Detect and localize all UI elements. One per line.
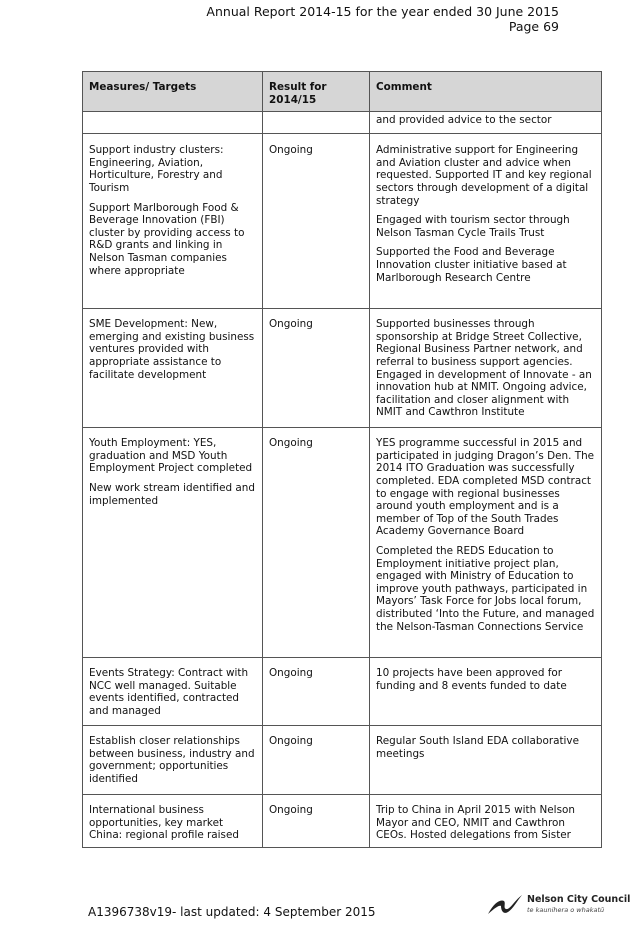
council-logo (486, 893, 631, 917)
measure-paragraph: Support industry clusters: Engineering, Aviation, Horticulture, Forestry and Tourism (89, 144, 224, 194)
measure-cell (83, 726, 263, 795)
result-cell: Ongoing (263, 309, 370, 428)
measure-paragraph: Support Marlborough Food & Beverage Innovation (FBI) cluster by providing access to R&D grants and linking in Nelson Tasman companies where appropriate (89, 201, 245, 277)
column-header-measures: Measures/ Targets (83, 72, 263, 112)
nelson-swoosh-icon (486, 893, 526, 917)
result-cell: Ongoing (263, 726, 370, 795)
comment-paragraph: Administrative support for Engineering and Aviation cluster and advice when requested. Supported IT and key regional sectors through development of a digital strategy (376, 144, 592, 207)
result-cell: Ongoing (263, 795, 370, 848)
measure-paragraph: Youth Employment: YES, graduation and MSD Youth Employment Project completed (89, 437, 253, 475)
page-number: Page 69 (508, 19, 559, 34)
comment-paragraph: Regular South Island EDA collaborative meetings (376, 735, 579, 760)
comment-cell (370, 658, 602, 726)
report-title: Annual Report 2014-15 for the year ended 30 June 2015 (206, 4, 559, 19)
measure-cell (83, 658, 263, 726)
comment-cell (370, 134, 602, 309)
measure-cell (83, 134, 263, 309)
comment-paragraph: Supported the Food and Beverage Innovation cluster initiative based at Marlborough Research Centre (376, 246, 567, 284)
document-reference: A1396738v19- last updated: 4 September 2015 (88, 905, 376, 919)
table-row (83, 658, 602, 726)
result-cell (263, 112, 370, 134)
measure-paragraph: International business opportunities, key market China: regional profile raised (89, 804, 239, 842)
comment-paragraph: YES programme successful in 2015 and participated in judging Dragon’s Den. The 2014 ITO Graduation was successfully completed. EDA completed MSD contract to engage with regional businesses around youth employment and is a member of Top of the South Trades Academy Governance Board (376, 437, 595, 538)
comment-paragraph: Engaged with tourism sector through Nelson Tasman Cycle Trails Trust (376, 214, 570, 239)
comment-paragraph: Trip to China in April 2015 with Nelson Mayor and CEO, NMIT and Cawthron CEOs. Hosted delegations from Sister (376, 804, 575, 842)
table-row (83, 134, 602, 309)
table-row (83, 726, 602, 795)
measure-cell (83, 795, 263, 848)
measure-paragraph: Establish closer relationships between business, industry and government; opportunities identified (89, 735, 255, 785)
comment-cell (370, 112, 602, 134)
measure-cell (83, 309, 263, 428)
comment-paragraph: Supported businesses through sponsorship at Bridge Street Collective, Regional Business Partner network, and referral to business support agencies. Engaged in development of Innovate - an innovation hub at NMIT. Ongoing advice, facilitation and closer alignment with NMIT and Cawthron Institute (376, 318, 592, 419)
comment-paragraph: 10 projects have been approved for funding and 8 events funded to date (376, 667, 567, 692)
measure-paragraph: Events Strategy: Contract with NCC well managed. Suitable events identified, contracted and managed (89, 667, 249, 717)
comment-cell (370, 726, 602, 795)
result-cell: Ongoing (263, 658, 370, 726)
table-row (83, 112, 602, 134)
comment-cell (370, 795, 602, 848)
table-row (83, 428, 602, 658)
measures-table (82, 71, 602, 848)
comment-cell (370, 309, 602, 428)
result-cell: Ongoing (263, 428, 370, 658)
measure-paragraph: SME Development: New, emerging and existing business ventures provided with appropriate assistance to facilitate development (89, 318, 255, 381)
table-row (83, 309, 602, 428)
table-row (83, 795, 602, 848)
result-cell: Ongoing (263, 134, 370, 309)
measure-paragraph: New work stream identified and implemented (89, 481, 255, 507)
page-header (206, 4, 559, 34)
column-header-result: Result for 2014/15 (263, 72, 370, 112)
table-header-row (83, 72, 602, 112)
comment-cell (370, 428, 602, 658)
comment-paragraph: Completed the REDS Education to Employment initiative project plan, engaged with Ministry of Education to improve youth pathways, participated in Mayors’ Task Force for Jobs local forum, distributed ‘Into the Future, and managed the Nelson-Tasman Connections Service (376, 544, 595, 633)
measure-cell (83, 428, 263, 658)
comment-paragraph: and provided advice to the sector (376, 114, 552, 127)
column-header-comment: Comment (370, 72, 602, 112)
measure-cell (83, 112, 263, 134)
logo-name: Nelson City Council (527, 894, 631, 905)
logo-tagline: te kaunihera o whakatū (527, 906, 605, 914)
